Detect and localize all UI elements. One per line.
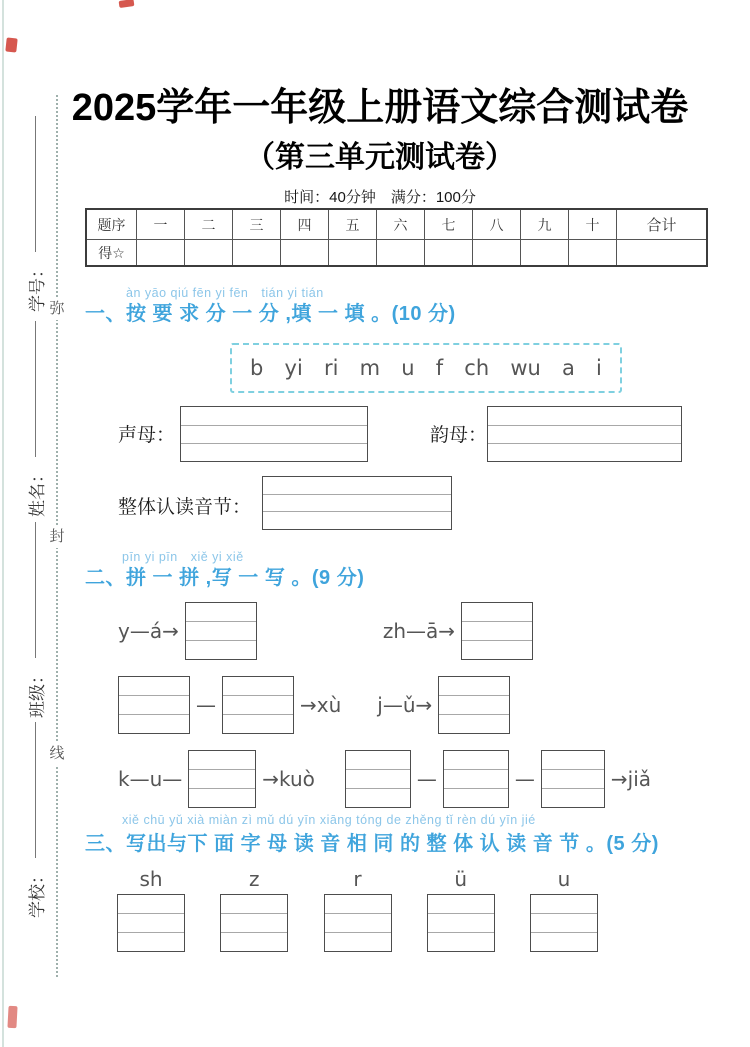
letter-item: u bbox=[401, 356, 415, 380]
section3-column bbox=[325, 866, 391, 952]
pinyin-answer-box bbox=[345, 750, 411, 808]
combo-label: zh—ā→ bbox=[382, 619, 456, 643]
letter-item: yi bbox=[284, 356, 303, 380]
score-cell bbox=[329, 240, 377, 267]
class-field bbox=[22, 522, 48, 718]
section1-pinyin: àn yāo qiú fēn yi fēn tián yi tián bbox=[126, 286, 324, 300]
combo-dash: — bbox=[196, 693, 216, 717]
yunmu-answer-box bbox=[487, 406, 682, 462]
score-cell bbox=[185, 240, 233, 267]
student-id-blank-line bbox=[35, 116, 36, 252]
school-label: 学校： bbox=[27, 867, 47, 918]
seal-char-xian: 线 bbox=[46, 743, 68, 765]
section3-column bbox=[531, 866, 597, 952]
shengmu-answer-box bbox=[180, 406, 368, 462]
score-header-tixu: 题序 bbox=[86, 209, 137, 240]
combo-dash: — bbox=[416, 767, 437, 791]
student-name-field bbox=[22, 321, 48, 517]
pinyin-combo-row-2 bbox=[118, 676, 510, 734]
score-header-10: 十 bbox=[569, 209, 617, 240]
score-header-5: 五 bbox=[329, 209, 377, 240]
pinyin-answer-box bbox=[438, 676, 510, 734]
pinyin-combo-row-3 bbox=[118, 750, 651, 808]
school-field bbox=[22, 722, 48, 918]
section3-letter: u bbox=[557, 867, 571, 891]
combo-label: j—ǔ→ bbox=[377, 693, 433, 717]
section2-heading: 二、拼 一 拼 ,写 一 写 。(9 分) bbox=[85, 567, 365, 589]
section3-column bbox=[428, 866, 494, 952]
section3-column bbox=[221, 866, 287, 952]
pinyin-combo-row-1 bbox=[118, 602, 533, 660]
score-header-3: 三 bbox=[233, 209, 281, 240]
score-header-8: 八 bbox=[473, 209, 521, 240]
section3-letter: z bbox=[249, 867, 260, 891]
pinyin-answer-box bbox=[188, 750, 256, 808]
combo-result: →jiǎ bbox=[610, 767, 652, 791]
score-cell bbox=[521, 240, 569, 267]
pinyin-answer-box bbox=[324, 894, 392, 952]
letter-item: m bbox=[359, 356, 381, 380]
letter-bank bbox=[230, 343, 622, 393]
section3-letter: r bbox=[353, 867, 362, 891]
zhengti-label: 整体认读音节： bbox=[118, 497, 252, 518]
page-title: 2025学年一年级上册语文综合测试卷 bbox=[71, 87, 689, 129]
seal-char-feng: 封 bbox=[46, 526, 68, 548]
score-table-header-row bbox=[86, 209, 707, 240]
letter-item: f bbox=[435, 356, 444, 380]
pinyin-answer-box bbox=[222, 676, 294, 734]
score-header-2: 二 bbox=[185, 209, 233, 240]
letter-item: ri bbox=[323, 356, 339, 380]
score-cell bbox=[281, 240, 329, 267]
pinyin-answer-box bbox=[530, 894, 598, 952]
student-name-label: 姓名： bbox=[27, 466, 47, 517]
score-cell-total bbox=[617, 240, 708, 267]
section3-answer-row bbox=[118, 866, 597, 952]
score-table bbox=[85, 208, 708, 267]
section2-pinyin: pīn yi pīn xiě yi xiě bbox=[122, 550, 244, 564]
score-row-label: 得☆ bbox=[86, 240, 137, 267]
section3-letter: ü bbox=[454, 867, 468, 891]
red-ink-mark bbox=[5, 37, 17, 52]
class-blank-line bbox=[35, 522, 36, 658]
yunmu-label: 韵母： bbox=[430, 425, 488, 446]
student-name-blank-line bbox=[35, 321, 36, 457]
section1-heading: 一、按 要 求 分 一 分 ,填 一 填 。(10 分) bbox=[85, 303, 456, 325]
combo-result: →kuò bbox=[262, 767, 315, 791]
page-edge-line bbox=[2, 0, 4, 1047]
score-cell bbox=[137, 240, 185, 267]
page-subtitle: （第三单元测试卷） bbox=[245, 141, 515, 174]
pinyin-answer-box bbox=[185, 602, 257, 660]
score-header-4: 四 bbox=[281, 209, 329, 240]
letter-item: wu bbox=[510, 356, 541, 380]
combo-result: →xù bbox=[300, 693, 342, 717]
letter-item: a bbox=[562, 356, 575, 380]
red-ink-mark bbox=[7, 1006, 17, 1028]
letter-item: i bbox=[596, 356, 602, 380]
score-cell bbox=[377, 240, 425, 267]
section3-column bbox=[118, 866, 184, 952]
pinyin-answer-box bbox=[220, 894, 288, 952]
score-table-score-row bbox=[86, 240, 707, 267]
letter-item: b bbox=[250, 356, 264, 380]
pinyin-answer-box bbox=[117, 894, 185, 952]
score-header-6: 六 bbox=[377, 209, 425, 240]
red-ink-mark bbox=[119, 0, 135, 8]
score-cell bbox=[569, 240, 617, 267]
score-cell bbox=[425, 240, 473, 267]
pinyin-answer-box bbox=[443, 750, 509, 808]
exam-info: 时间：40分钟 满分：100分 bbox=[284, 189, 476, 206]
pinyin-answer-box bbox=[118, 676, 190, 734]
class-label: 班级： bbox=[27, 667, 47, 718]
combo-label: k—u— bbox=[118, 767, 183, 791]
seal-char-mi: 弥 bbox=[46, 298, 68, 320]
section3-letter: sh bbox=[139, 867, 163, 891]
score-header-1: 一 bbox=[137, 209, 185, 240]
pinyin-answer-box bbox=[541, 750, 605, 808]
combo-dash: — bbox=[514, 767, 535, 791]
score-header-7: 七 bbox=[425, 209, 473, 240]
score-header-total: 合计 bbox=[617, 209, 708, 240]
score-header-9: 九 bbox=[521, 209, 569, 240]
score-cell bbox=[473, 240, 521, 267]
school-blank-line bbox=[35, 722, 36, 858]
student-id-label: 学号： bbox=[27, 261, 47, 312]
shengmu-label: 声母： bbox=[118, 425, 176, 446]
combo-label: y—á→ bbox=[118, 619, 179, 643]
letter-item: ch bbox=[464, 356, 490, 380]
pinyin-answer-box bbox=[427, 894, 495, 952]
student-id-field bbox=[22, 116, 48, 312]
zhengti-answer-box bbox=[262, 476, 452, 530]
section3-pinyin: xiě chū yǔ xià miàn zì mǔ dú yīn xiāng tóng de zhěng tǐ rèn dú yīn jié bbox=[122, 813, 536, 827]
section3-heading: 三、写出与下 面 字 母 读 音 相 同 的 整 体 认 读 音 节 。(5 分) bbox=[85, 833, 659, 855]
pinyin-answer-box bbox=[461, 602, 533, 660]
score-cell bbox=[233, 240, 281, 267]
